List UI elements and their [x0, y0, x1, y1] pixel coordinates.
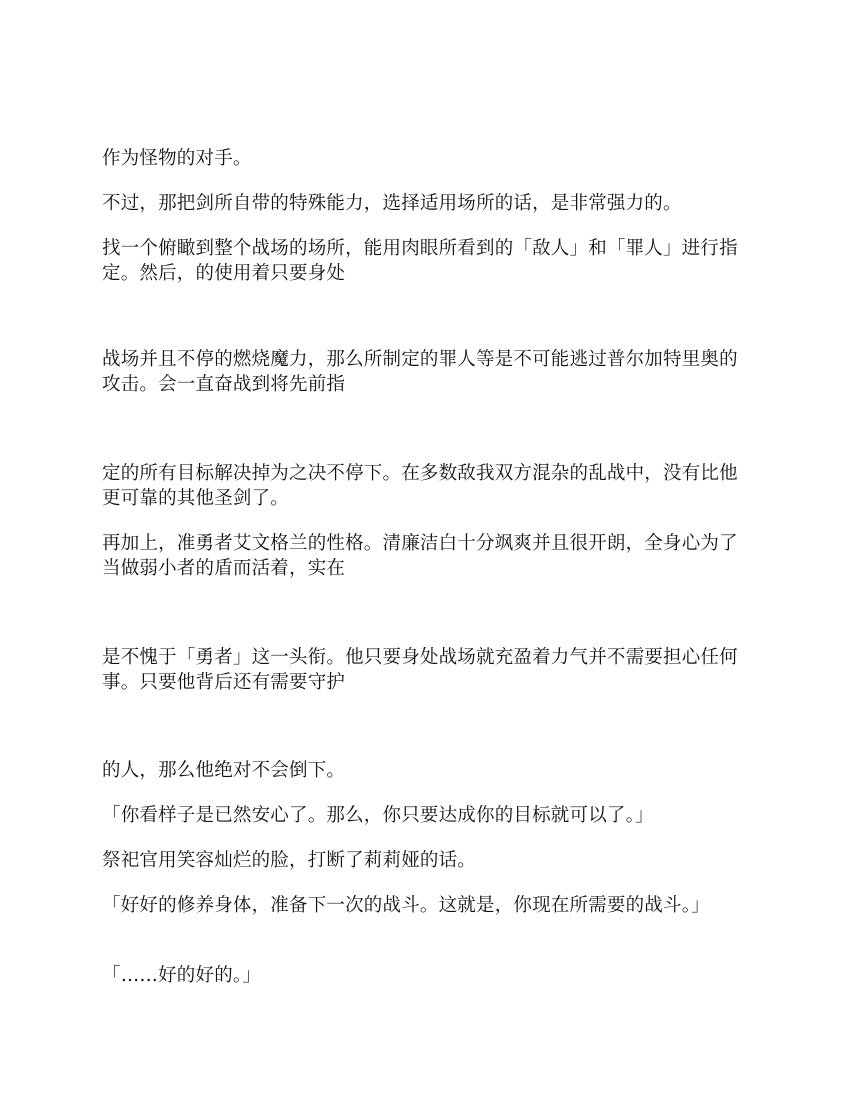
paragraph-4: 战场并且不停的燃烧魔力，那么所制定的罪人等是不可能逃过普尔加特里奥的攻击。会一直奋战到将先前指 — [102, 349, 738, 395]
paragraph-9: 「你看样子是已然安心了。那么，你只要达成你的目标就可以了。」 — [102, 805, 654, 826]
paragraph-11: 「好好的修养身体，准备下一次的战斗。这就是，你现在所需要的战斗。」 — [102, 895, 710, 916]
paragraph-12: 「……好的好的。」 — [102, 965, 262, 986]
paragraph-2: 不过，那把剑所自带的特殊能力，选择适用场所的话，是非常强力的。 — [102, 193, 682, 214]
paragraph-8: 的人，那么他绝对不会倒下。 — [102, 760, 346, 781]
paragraph-7: 是不愧于「勇者」这一头衔。他只要身处战场就充盈着力气并不需要担心任何事。只要他背后还有需要守护 — [102, 647, 738, 693]
paragraph-10: 祭祀官用笑容灿烂的脸，打断了莉莉娅的话。 — [102, 850, 477, 871]
paragraph-5: 定的所有目标解决掉为之决不停下。在多数敌我双方混杂的乱战中，没有比他更可靠的其他圣剑了。 — [102, 463, 738, 509]
paragraph-3: 找一个俯瞰到整个战场的场所，能用肉眼所看到的「敌人」和「罪人」进行指定。然后，的使用着只要身处 — [102, 238, 738, 284]
paragraph-1: 作为怪物的对手。 — [102, 148, 252, 169]
paragraph-6: 再加上，准勇者艾文格兰的性格。清廉洁白十分飒爽并且很开朗，全身心为了当做弱小者的盾而活着，实在 — [102, 533, 738, 579]
